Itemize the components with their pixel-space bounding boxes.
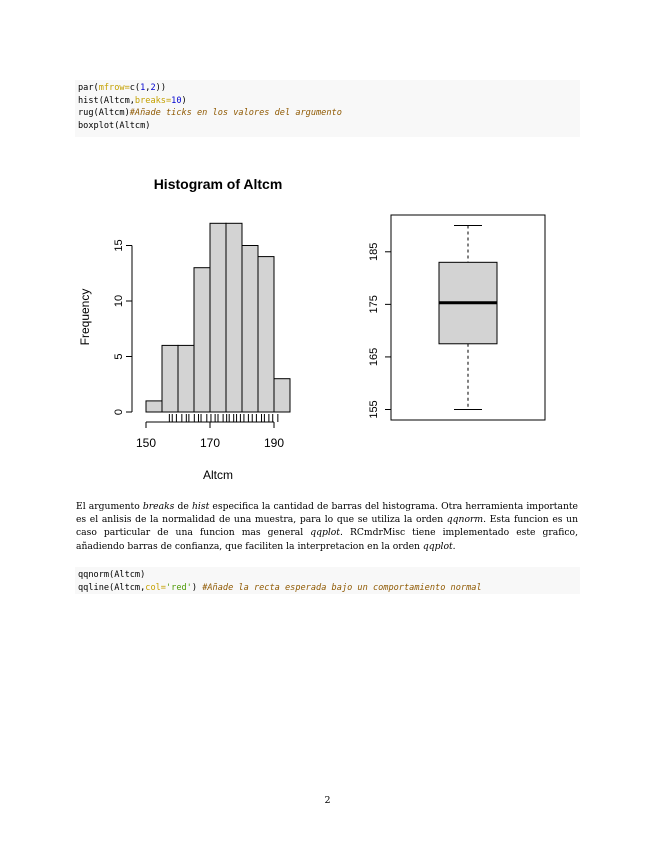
boxplot-y-tick-label: 165: [367, 347, 380, 367]
body-paragraph: [76, 500, 578, 553]
paragraph-text: .: [452, 540, 456, 552]
code-token: ): [191, 582, 203, 593]
emphasis-text: qqplot: [310, 527, 340, 539]
code-block-1: [75, 80, 580, 137]
histogram-y-tick-label: 10: [112, 294, 125, 308]
code-token: hist(Altcm,: [78, 95, 135, 106]
histogram-bar: [194, 268, 210, 412]
paragraph-text: . RCmdrMisc tiene implementado este grafico, añadiendo barras de confianza, que faciliten la interpretacion en la orden: [76, 527, 578, 552]
histogram-x-tick-label: 150: [135, 436, 157, 450]
histogram-y-label: Frequency: [78, 288, 93, 346]
emphasis-text: breaks: [142, 501, 175, 512]
paragraph-text: especifica la cantidad de barras del histograma. Otra herramienta importante es el anlisis de la normalidad de una muestra, para lo que se utiliza la orden: [76, 501, 578, 526]
code-token: ,: [145, 83, 151, 93]
histogram-y-tick-label: 5: [112, 353, 125, 360]
code-token: boxplot(Altcm): [78, 121, 151, 132]
code-block-1-line: [78, 107, 580, 120]
code-token: 2: [150, 83, 156, 93]
histogram-x-label: Altcm: [203, 468, 233, 482]
code-comment: #Añade la recta esperada bajo un comportamiento normal: [202, 582, 482, 593]
histogram-bar: [274, 379, 290, 412]
histogram-title: Histogram of Altcm: [153, 176, 283, 192]
histogram-y-tick-label: 15: [112, 239, 125, 252]
code-token: breaks=: [134, 95, 172, 106]
code-comment: #Añade ticks en los valores del argumento: [129, 108, 342, 119]
histogram-x-tick-label: 170: [199, 436, 221, 450]
emphasis-text: hist: [192, 501, 210, 512]
boxplot-y-tick-label: 155: [367, 400, 380, 419]
code-block-1-line: [78, 82, 580, 95]
boxplot-y-tick-label: 185: [367, 242, 380, 261]
code-token: rug(Altcm): [78, 108, 130, 119]
histogram-bar: [226, 223, 242, 412]
code-block-2-line: [78, 569, 580, 582]
code-block-2-line: [78, 582, 580, 595]
histogram-bar: [258, 257, 274, 412]
code-token: col=: [145, 582, 166, 593]
histogram-x-tick-label: 190: [263, 436, 285, 450]
code-block-2: [75, 567, 580, 594]
code-token: ): [181, 95, 187, 106]
paragraph-text: . Esta funcion es un caso particular de una funcion mas general: [76, 514, 578, 539]
code-block-1-line: [78, 120, 580, 133]
paragraph-text: de: [174, 501, 193, 512]
emphasis-text: qqnorm: [446, 514, 484, 526]
histogram-bar: [178, 345, 194, 412]
code-token: 'red': [165, 582, 192, 593]
code-token: qqline(Altcm,: [78, 582, 146, 593]
histogram-bar: [242, 246, 258, 413]
histogram-bar: [162, 345, 178, 412]
boxplot-y-tick-label: 175: [367, 295, 380, 314]
figure: [70, 165, 560, 495]
code-block-1-line: [78, 95, 580, 108]
emphasis-text: qqplot: [422, 540, 453, 552]
code-token: mfrow=: [98, 83, 130, 93]
histogram-bar: [210, 223, 226, 412]
code-token: par(: [78, 83, 99, 93]
paragraph-text: El argumento: [76, 501, 143, 512]
histogram-bar: [146, 401, 162, 412]
histogram-y-tick-label: 0: [112, 408, 125, 416]
code-token: c(: [129, 83, 141, 93]
code-token: )): [155, 83, 167, 93]
code-token: qqnorm(Altcm): [78, 570, 146, 580]
code-token: 1: [140, 83, 146, 93]
page-number: 2: [324, 795, 331, 806]
code-token: 10: [171, 95, 182, 106]
